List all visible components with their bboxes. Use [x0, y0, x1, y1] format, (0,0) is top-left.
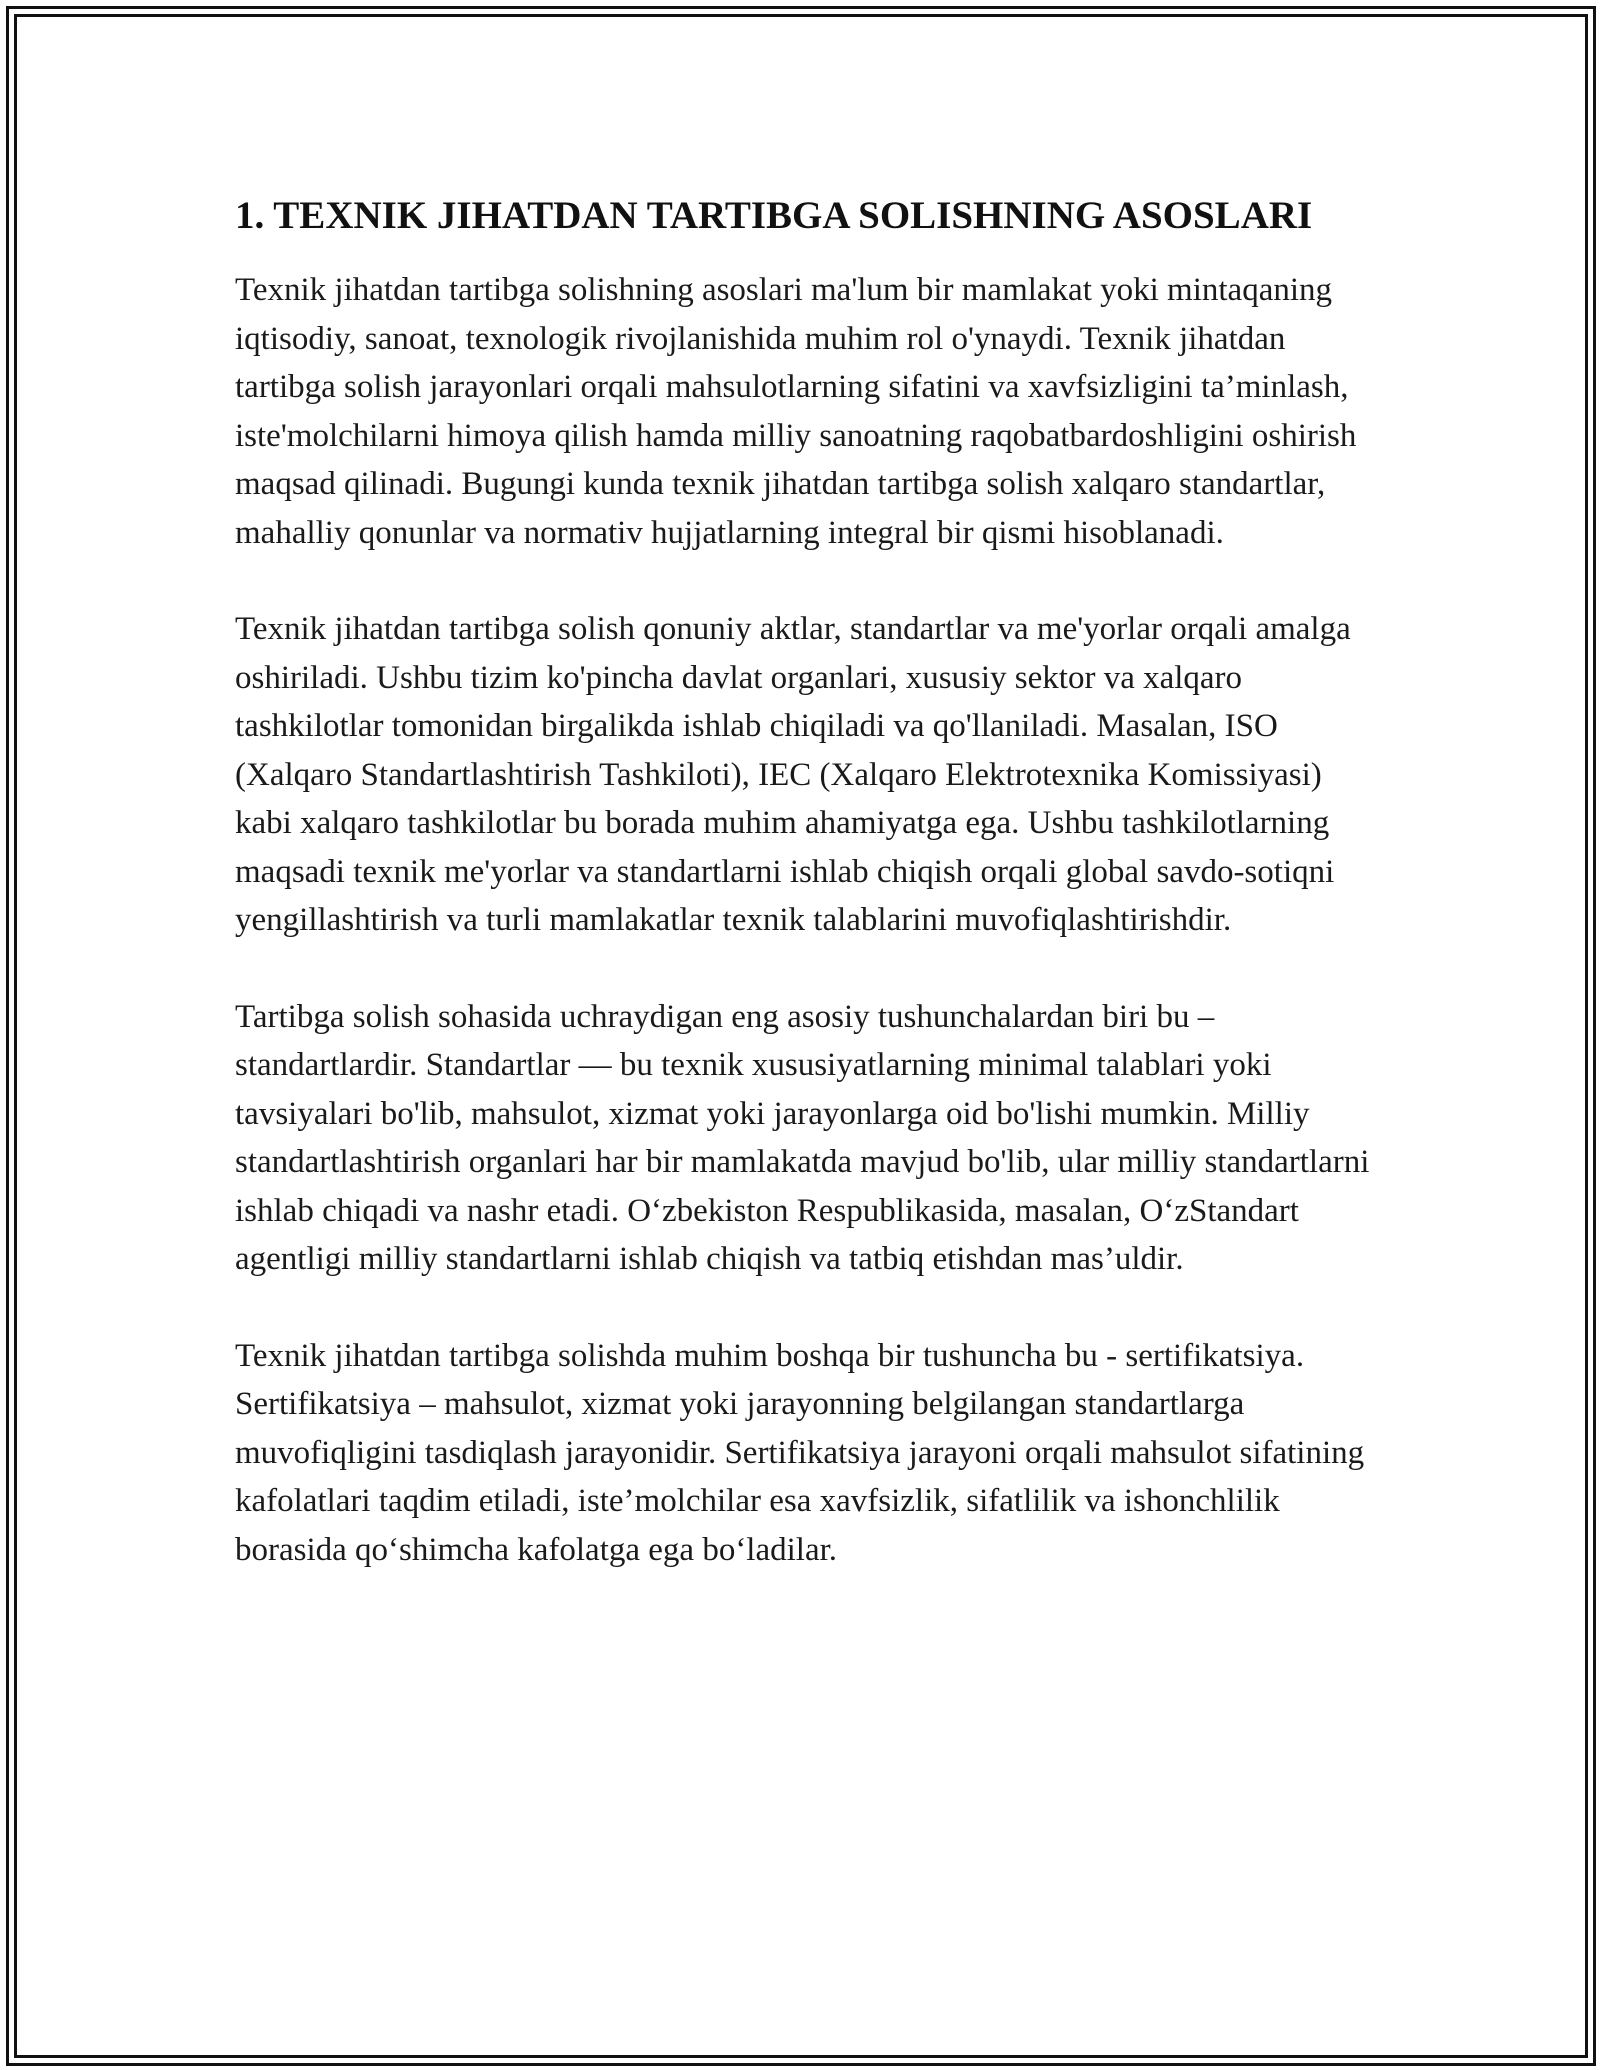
document-title: 1. TEXNIK JIHATDAN TARTIBGA SOLISHNING ASOSLARI [235, 194, 1313, 237]
paragraph-implementation: Texnik jihatdan tartibga solish qonuniy aktlar, standartlar va me'yorlar orqali amalga oshiriladi. Ushbu tizim ko'pincha davlat organlari, xususiy sektor va xalqaro tashkilotlar tomonidan birgalikda ishlab chiqiladi va qo'llaniladi. Masalan, ISO (Xalqaro Standartlashtirish Tashkiloti), IEC (Xalqaro Elektrotexnika Komissiyasi) kabi xalqaro tashkilotlar bu borada muhim ahamiyatga ega. Ushbu tashkilotlarning maqsadi texnik me'yorlar va standartlarni ishlab chiqish orqali global savdo-sotiqni yengillashtirish va turli mamlakatlar texnik talablarini muvofiqlashtirishdir. [235, 611, 1351, 938]
paragraph-intro: Texnik jihatdan tartibga solishning asoslari ma'lum bir mamlakat yoki mintaqaning iqtisodiy, sanoat, texnologik rivojlanishida muhim rol o'ynaydi. Texnik jihatdan tartibga solish jarayonlari orqali mahsulotlarning sifatini va xavfsizligini ta’minlash, iste'molchilarni himoya qilish hamda milliy sanoatning raqobatbardoshligini oshirish maqsad qilinadi. Bugungi kunda texnik jihatdan tartibga solish xalqaro standartlar, mahalliy qonunlar va normativ hujjatlarning integral bir qismi hisoblanadi. [235, 272, 1357, 551]
paragraph-standards: Tartibga solish sohasida uchraydigan eng asosiy tushunchalardan biri bu – standartlardir. Standartlar — bu texnik xususiyatlarning minimal talablari yoki tavsiyalari bo'lib, mahsulot, xizmat yoki jarayonlarga oid bo'lishi mumkin. Milliy standartlashtirish organlari har bir mamlakatda mavjud bo'lib, ular milliy standartlarni ishlab chiqadi va nashr etadi. O‘zbekiston Respublikasida, masalan, O‘zStandart agentligi milliy standartlarni ishlab chiqish va tatbiq etishdan mas’uldir. [235, 998, 1370, 1277]
document-body [235, 188, 1385, 1622]
paragraph-certification: Texnik jihatdan tartibga solishda muhim boshqa bir tushuncha bu - sertifikatsiya. Sertifikatsiya – mahsulot, xizmat yoki jarayonning belgilangan standartlarga muvofiqligini tasdiqlash jarayonidir. Sertifikatsiya jarayoni orqali mahsulot sifatining kafolatlari taqdim etiladi, iste’molchilar esa xavfsizlik, sifatlilik va ishonchlilik borasida qo‘shimcha kafolatga ega bo‘ladilar. [235, 1337, 1365, 1568]
